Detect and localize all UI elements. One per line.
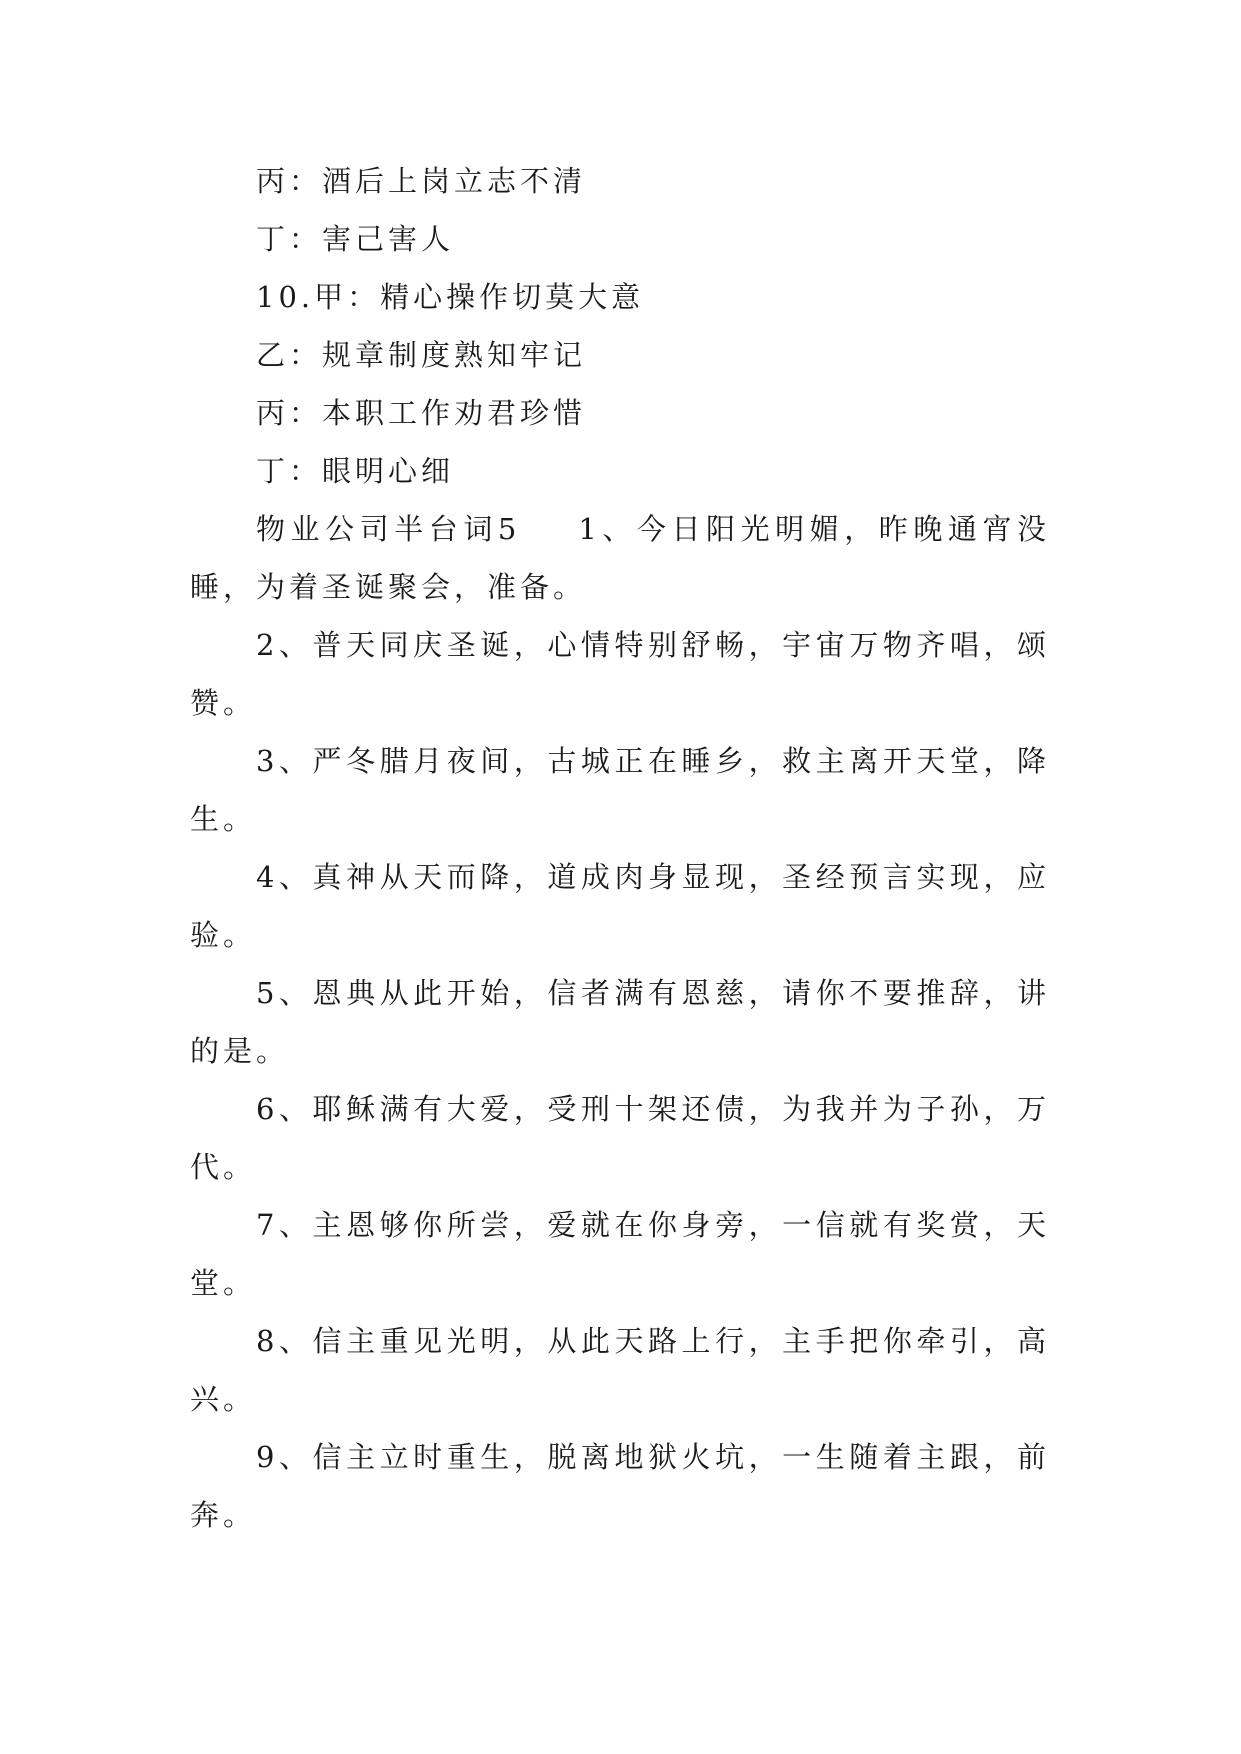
verse-paragraph: 3、严冬腊月夜间，古城正在睡乡，救主离开天堂，降生。 [190, 744, 1050, 836]
text-line: 丙：酒后上岗立志不清 [256, 164, 587, 198]
text-line: 10.甲：精心操作切莫大意 [256, 280, 645, 314]
verse-paragraph: 6、耶稣满有大爱，受刑十架还债，为我并为子孙，万代。 [190, 1092, 1050, 1184]
verse-paragraph: 5、恩典从此开始，信者满有恩慈，请你不要推辞，讲的是。 [190, 976, 1050, 1068]
verse-1: 1、今日阳光明媚，昨晚通宵没睡，为着圣诞聚会，准备。 [190, 512, 1051, 604]
verse-paragraph: 9、信主立时重生，脱离地狱火坑，一生随着主跟，前奔。 [190, 1440, 1050, 1532]
verse-paragraph: 4、真神从天而降，道成肉身显现，圣经预言实现，应验。 [190, 860, 1050, 952]
text-line: 乙：规章制度熟知牢记 [256, 338, 587, 372]
text-line: 丁：害己害人 [256, 222, 455, 256]
text-line: 丙：本职工作劝君珍惜 [256, 396, 587, 430]
verse-paragraph: 8、信主重见光明，从此天路上行，主手把你牵引，高兴。 [190, 1324, 1050, 1416]
document-body [190, 152, 1050, 1544]
verse-paragraph: 2、普天同庆圣诞，心情特别舒畅，宇宙万物齐唱，颂赞。 [190, 628, 1050, 720]
section-heading: 物业公司半台词5 [256, 512, 521, 546]
text-line: 丁：眼明心细 [256, 454, 455, 488]
section-paragraph [190, 500, 1050, 616]
verse-paragraph: 7、主恩够你所尝，爱就在你身旁，一信就有奖赏，天堂。 [190, 1208, 1050, 1300]
